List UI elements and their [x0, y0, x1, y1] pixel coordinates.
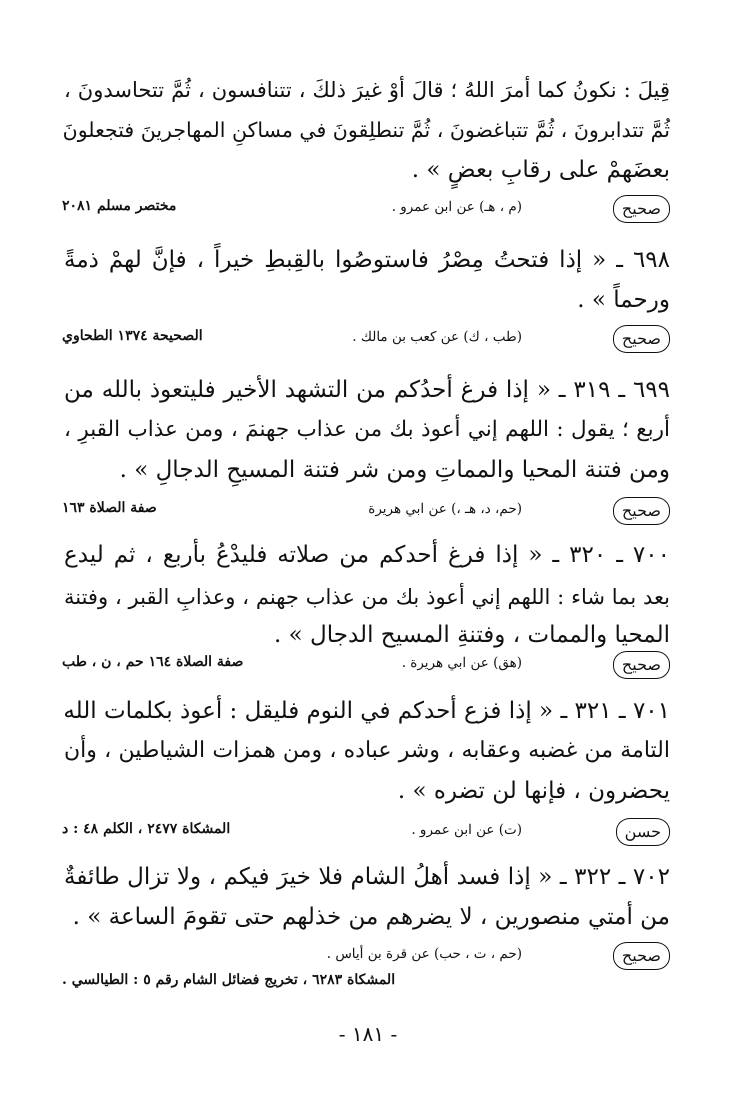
grade-badge: صحيح — [613, 651, 670, 679]
text-line: قِيلَ : نكونُ كما أمرَ اللهُ ؛ قالَ أوْ غيرَ ذلكَ ، تتنافسون ، ثُمَّ تتحاسدونَ ، — [64, 78, 670, 102]
hadith-701-line: التامة من غضبه وعقابه ، وشر عباده ، ومن همزات الشياطين ، وأن — [64, 738, 670, 763]
source-line — [62, 972, 670, 1002]
book-reference: مختصر مسلم ٢٠٨١ — [62, 198, 177, 214]
narrator-refs: (ت) عن ابن عمرو . — [411, 822, 522, 838]
hadith-700-line: ٧٠٠ ـ ٣٢٠ ـ « إذا فرغ أحدكم من صلاته فليدْعُ بأربع ، ثم ليدع — [64, 542, 670, 568]
narrator-refs: (حم، د، هـ ،) عن ابي هريرة — [368, 501, 522, 517]
book-reference: صفة الصلاة ١٦٣ — [62, 500, 157, 516]
grade-badge: صحيح — [613, 942, 670, 970]
grade-badge: حسن — [616, 818, 670, 846]
hadith-698-line: ورحماً » . — [577, 287, 670, 313]
hadith-698-line: ٦٩٨ ـ « إذا فتحتُ مِصْرُ فاستوصُوا بالقِبطِ خيراً ، فإنَّ لهمْ ذمةً — [64, 247, 670, 273]
book-reference: الصحيحة ١٣٧٤ الطحاوي — [62, 328, 203, 344]
page-number: - ١٨١ - — [338, 1022, 398, 1046]
source-line — [62, 497, 670, 527]
text-line: ثُمَّ تتدابرونَ ، ثُمَّ تتباغضونَ ، ثُمَّ تنطلِقونَ في مساكنِ المهاجرينَ فتجعلونَ — [62, 118, 670, 142]
source-line — [62, 195, 670, 225]
hadith-702-line: من أمتي منصورين ، لا يضرهم من خذلهم حتى تقومَ الساعة » . — [72, 904, 670, 930]
book-reference: المشكاة ٢٤٧٧ ، الكلم ٤٨ : د — [62, 821, 231, 837]
source-line — [62, 651, 670, 681]
hadith-699-line: أربع ؛ يقول : اللهم إني أعوذ بك من عذاب جهنمَ ، ومن عذاب القبرِ ، — [64, 417, 670, 442]
grade-badge: صحيح — [613, 195, 670, 223]
hadith-701-line: يحضرون ، فإنها لن تضره » . — [397, 778, 670, 804]
source-line — [62, 818, 670, 848]
source-line — [62, 325, 670, 355]
book-reference: صفة الصلاة ١٦٤ حم ، ن ، طب — [62, 654, 244, 670]
hadith-699-line: ومن فتنة المحيا والمماتِ ومن شر فتنة المسيحِ الدجالِ » . — [119, 457, 670, 483]
narrator-refs: (م ، هـ) عن ابن عمرو . — [391, 199, 522, 215]
narrator-refs: (حم ، ت ، حب) عن قرة بن أياس . — [326, 946, 522, 962]
source-line — [62, 942, 670, 972]
narrator-refs: (هق) عن ابي هريرة . — [401, 655, 522, 671]
book-reference: المشكاة ٦٢٨٣ ، تخريج فضائل الشام رقم ٥ : الطيالسي . — [62, 972, 396, 988]
hadith-700-line: بعد بما شاء : اللهم إني أعوذ بك من عذاب جهنم ، وعذابِ القبر ، وفتنة — [64, 585, 670, 609]
hadith-702-line: ٧٠٢ ـ ٣٢٢ ـ « إذا فسد أهلُ الشام فلا خيرَ فيكم ، ولا تزال طائفةٌ — [64, 864, 670, 890]
hadith-699-line: ٦٩٩ ـ ٣١٩ ـ « إذا فرغ أحدُكم من التشهد الأخير فليتعوذ بالله من — [64, 377, 670, 403]
grade-badge: صحيح — [613, 325, 670, 353]
hadith-701-line: ٧٠١ ـ ٣٢١ ـ « إذا فزع أحدكم في النوم فليقل : أعوذ بكلمات الله — [63, 698, 670, 724]
narrator-refs: (طب ، ك) عن كعب بن مالك . — [352, 329, 522, 345]
grade-badge: صحيح — [613, 497, 670, 525]
text-line: بعضَهمْ على رقابِ بعضٍ » . — [411, 157, 670, 183]
hadith-700-line: المحيا والممات ، وفتنةِ المسيح الدجال » . — [274, 622, 670, 648]
